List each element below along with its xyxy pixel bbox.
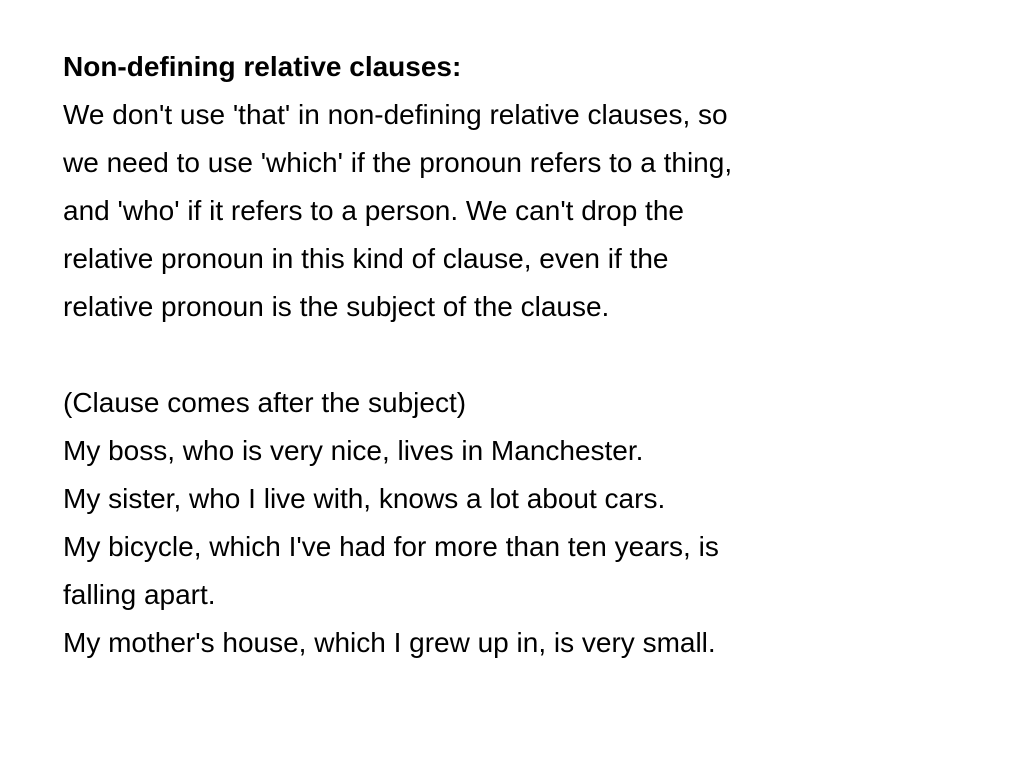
paragraph-line: relative pronoun is the subject of the clause. xyxy=(63,291,610,322)
paragraph-line: We don't use 'that' in non-defining relative clauses, so xyxy=(63,99,728,130)
note-line: (Clause comes after the subject) xyxy=(63,387,467,418)
example-line: My bicycle, which I've had for more than ten years, is xyxy=(63,531,719,562)
heading: Non-defining relative clauses: xyxy=(63,51,462,82)
blank-line xyxy=(63,331,993,379)
example-line: My boss, who is very nice, lives in Manchester. xyxy=(63,435,644,466)
example-line: My sister, who I live with, knows a lot about cars. xyxy=(63,483,666,514)
paragraph-line: we need to use 'which' if the pronoun refers to a thing, xyxy=(63,147,733,178)
example-line: falling apart. xyxy=(63,579,216,610)
paragraph-line: relative pronoun in this kind of clause, even if the xyxy=(63,243,669,274)
example-line: My mother's house, which I grew up in, is very small. xyxy=(63,627,716,658)
slide-text-body xyxy=(63,43,993,667)
paragraph-line: and 'who' if it refers to a person. We can't drop the xyxy=(63,195,684,226)
